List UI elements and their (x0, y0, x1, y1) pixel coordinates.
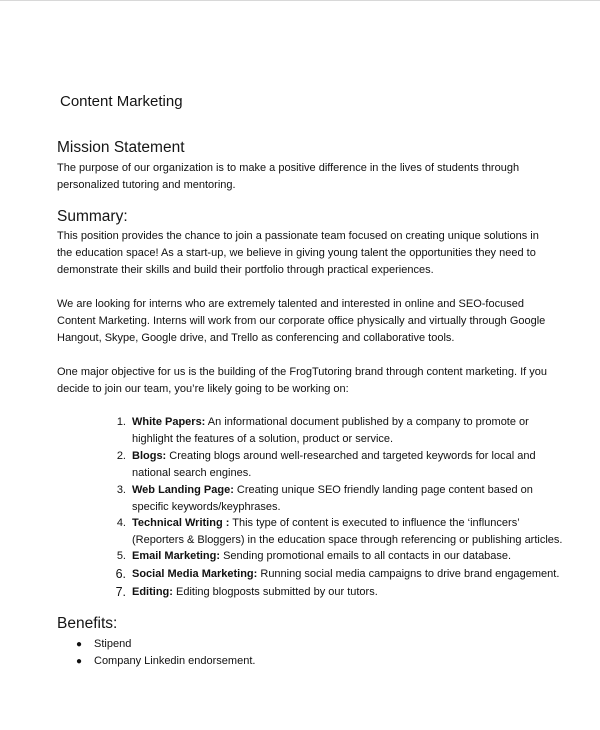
document-title: Content Marketing (60, 93, 183, 110)
list-item (104, 584, 572, 601)
benefit-text: Company Linkedin endorsement. (94, 655, 256, 667)
summary-paragraph: One major objective for us is the building of the FrogTutoring brand through content marketing. If you decide to join our team, you’re likely going to be working on: (57, 366, 547, 395)
mission-text: The purpose of our organization is to make a positive difference in the lives of students through personalized tutoring and mentoring. (57, 162, 520, 191)
summary-paragraph: This position provides the chance to join a passionate team focused on creating unique solutions in the education space! As a start-up, we believe in giving young talent the opportunities they need to demonstrate their skills and build their portfolio through practical experiences. (57, 230, 539, 276)
list-item (104, 566, 572, 583)
item-number: 1. (116, 416, 126, 428)
item-number: 7. (115, 585, 126, 599)
bullet-icon: ● (76, 656, 83, 667)
item-description: An informational document published by a company to promote or highlight the features of a solution, product or service. (132, 416, 529, 445)
list-item (104, 515, 572, 549)
bullet-icon: ● (76, 639, 83, 650)
item-description: Sending promotional emails to all contacts in our database. (220, 550, 512, 562)
item-term: Editing: (132, 586, 173, 598)
item-term: White Papers: (132, 416, 206, 428)
item-description: Creating unique SEO friendly landing page content based on specific keywords/keyphrases. (132, 484, 533, 513)
list-item (104, 482, 572, 516)
item-number: 5. (116, 550, 126, 562)
item-number: 3. (116, 484, 126, 496)
benefit-text: Stipend (94, 638, 132, 650)
list-item (72, 636, 131, 653)
item-term: Social Media Marketing: (132, 568, 258, 580)
item-number: 4. (116, 517, 126, 529)
list-item (104, 414, 572, 448)
benefits-heading: Benefits: (57, 615, 118, 632)
item-description: Running social media campaigns to drive brand engagement. (257, 568, 560, 580)
item-term: Blogs: (132, 450, 167, 462)
item-term: Email Marketing: (132, 550, 221, 562)
summary-heading: Summary: (57, 208, 128, 225)
mission-heading: Mission Statement (57, 139, 185, 156)
summary-paragraph: We are looking for interns who are extremely talented and interested in online and SEO-focused Content Marketing. Interns will work from our corporate office physically and virtually through Google Hangout, Skype, Google drive, and Trello as conferencing and collaborative tools. (57, 298, 546, 344)
list-item (104, 548, 572, 565)
list-item (104, 448, 572, 482)
item-description: Creating blogs around well-researched and targeted keywords for local and national search engines. (132, 450, 536, 479)
item-description: This type of content is executed to influence the ‘influncers’ (Reporters & Bloggers) in the education space through referencing or publishing articles. (132, 517, 563, 546)
item-number: 2. (116, 450, 126, 462)
item-term: Web Landing Page: (132, 484, 234, 496)
item-description: Editing blogposts submitted by our tutors. (172, 586, 378, 598)
list-item (72, 653, 255, 670)
item-number: 6. (115, 567, 126, 581)
item-term: Technical Writing : (132, 517, 230, 529)
